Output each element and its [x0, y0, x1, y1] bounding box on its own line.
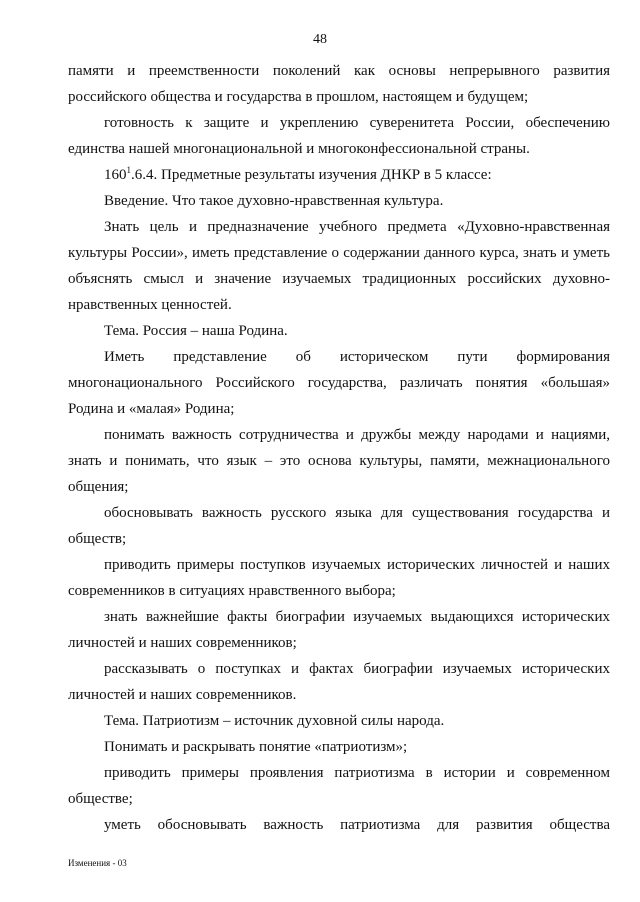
paragraph: приводить примеры поступков изучаемых исторических личностей и наших современников в ситуациях нравственного выбора;: [68, 557, 610, 599]
section-number-rest: .6.4.: [131, 167, 158, 183]
topic-heading: Тема. Патриотизм – источник духовной силы народа.: [104, 713, 445, 729]
paragraph: Иметь представление об историческом пути формирования многонационального Российского государства, различать понятия «большая» Родина и «малая» Родина;: [68, 349, 610, 417]
paragraph: Введение. Что такое духовно-нравственная культура.: [104, 193, 444, 209]
topic-heading: Тема. Россия – наша Родина.: [104, 323, 288, 339]
paragraph: обосновывать важность русского языка для существования государства и обществ;: [68, 505, 610, 547]
section-number-superscript: 1: [126, 165, 131, 175]
footer-note: Изменения - 03: [68, 858, 127, 868]
paragraph: памяти и преемственности поколений как основы непрерывного развития российского общества и государства в прошлом, настоящем и будущем;: [68, 63, 610, 105]
paragraph: знать важнейшие факты биографии изучаемых выдающихся исторических личностей и наших современников;: [68, 609, 610, 651]
paragraph: Знать цель и предназначение учебного предмета «Духовно-нравственная культуры России», иметь представление о содержании данного курса, знать и уметь объяснять смысл и значение изучаемых традиционных российских духовно-нравственных ценностей.: [68, 219, 610, 313]
paragraph: готовность к защите и укреплению суверенитета России, обеспечению единства нашей многонациональной и многоконфессиональной страны.: [68, 115, 610, 157]
section-number: 160: [104, 167, 127, 183]
document-body: [68, 58, 610, 838]
paragraph: приводить примеры проявления патриотизма в истории и современном обществе;: [68, 765, 610, 807]
paragraph: уметь обосновывать важность патриотизма для развития общества: [104, 817, 610, 833]
section-heading: [68, 162, 610, 188]
section-heading-text: Предметные результаты изучения ДНКР в 5 классе:: [157, 167, 492, 183]
page-number: 48: [313, 32, 327, 47]
paragraph: рассказывать о поступках и фактах биографии изучаемых исторических личностей и наших современников.: [68, 661, 610, 703]
paragraph: понимать важность сотрудничества и дружбы между народами и нациями, знать и понимать, что язык – это основа культуры, памяти, межнационального общения;: [68, 427, 610, 495]
paragraph: Понимать и раскрывать понятие «патриотизм»;: [104, 739, 408, 755]
